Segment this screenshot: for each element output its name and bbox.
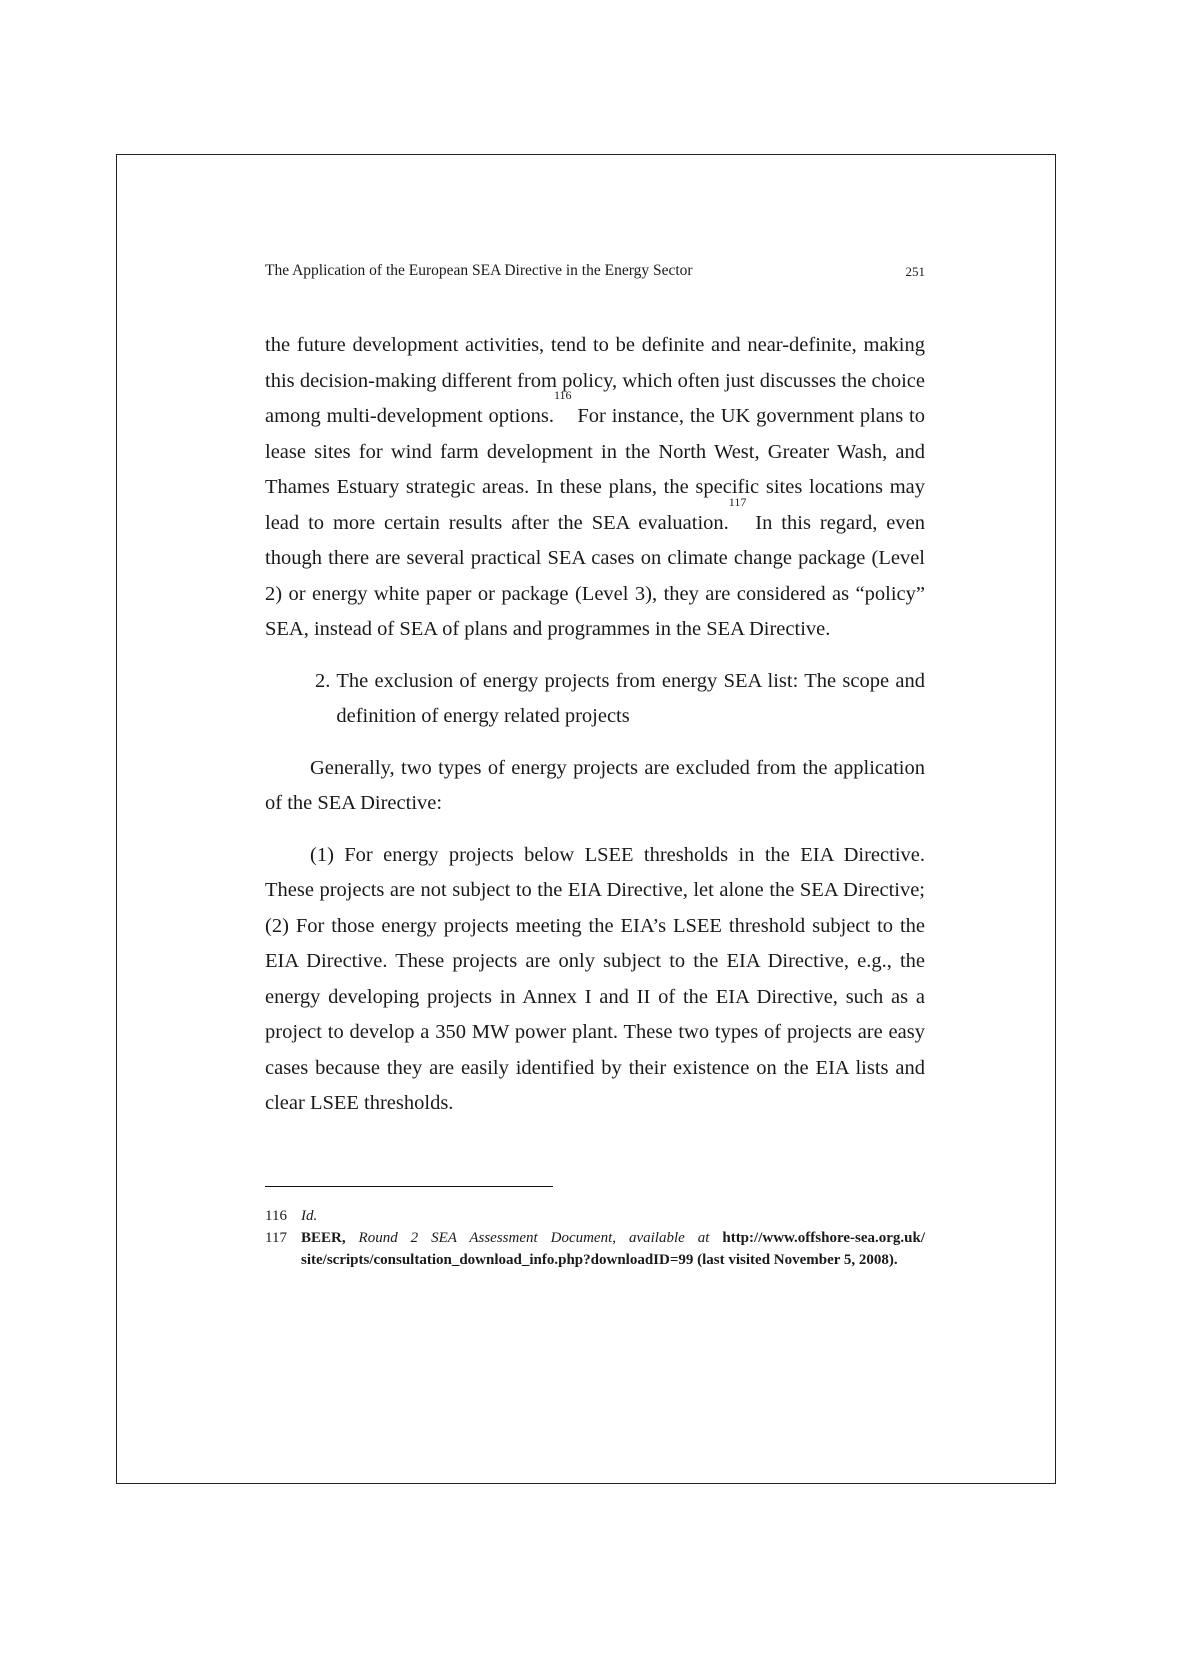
footnotes xyxy=(265,1205,925,1271)
footnote-text xyxy=(301,1227,925,1271)
text-run: , xyxy=(612,1229,629,1246)
footnote-ref[interactable]: 117 xyxy=(728,494,747,509)
paragraph: (1) For energy projects below LSEE thresholds in the EIA Directive. These projects are not subject to the EIA Directive, let alone the SEA Directive; (2) For those energy projects meeting the EIA’s LSEE threshold subject to the EIA Directive. These projects are only subject to the EIA Directive, e.g., the energy developing projects in Annex I and II of the EIA Directive, such as a project to develop a 350 MW power plant. These two types of projects are easy cases because they are easily identified by their existence on the EIA lists and clear LSEE thresholds. xyxy=(265,843,925,1114)
section-number: 2. xyxy=(315,669,331,692)
footnote-author: BEER, xyxy=(301,1229,359,1246)
footnote-ref[interactable]: 116 xyxy=(553,388,572,402)
body-text xyxy=(265,328,925,1122)
footnote-title: Round 2 SEA Assessment Document xyxy=(358,1229,613,1246)
text-run: For instance, the UK government plans to lease sites for wind farm development in the North West, Greater Wash, and Thames Estuary strategic areas. In these plans, the specific sites locations may lead to more certain results after the SEA evaluation. xyxy=(265,405,925,534)
document-page xyxy=(265,262,925,1271)
footnote-italic: Id. xyxy=(301,1207,318,1224)
section-title: The exclusion of energy projects from energy SEA list: The scope and definition of energy related projects xyxy=(336,669,925,727)
running-header-title: The Application of the European SEA Directive in the Energy Sector xyxy=(265,262,693,279)
running-header xyxy=(265,262,925,292)
footnote-signal: available at xyxy=(628,1229,710,1246)
footnote-number: 116 xyxy=(265,1207,287,1224)
text-run: the future development activities, tend to be definite and near-definite, making this decision-making different from policy, which often just discusses the choice among multi-development options. xyxy=(265,334,925,427)
footnote xyxy=(265,1227,925,1271)
paragraph xyxy=(265,328,925,648)
footnote-separator xyxy=(265,1186,553,1187)
paragraph: Generally, two types of energy projects are excluded from the application of the SEA Directive: xyxy=(265,756,925,814)
page-number: 251 xyxy=(905,264,925,279)
section-heading xyxy=(265,664,925,735)
footnote-number: 117 xyxy=(265,1229,287,1246)
footnote xyxy=(265,1205,925,1227)
footnote-text xyxy=(301,1205,925,1227)
text-run: In this regard, even though there are several practical SEA cases on climate change package (Level 2) or energy white paper or package (Level 3), they are considered as “policy” SEA, instead of SEA of plans and programmes in the SEA Directive. xyxy=(265,511,925,640)
footnote-url[interactable]: http://www.offshore-sea.org.uk/ site/scripts/consultation_download_info.php?downloadID=99 (last visited November 5, 2008). xyxy=(301,1229,925,1268)
